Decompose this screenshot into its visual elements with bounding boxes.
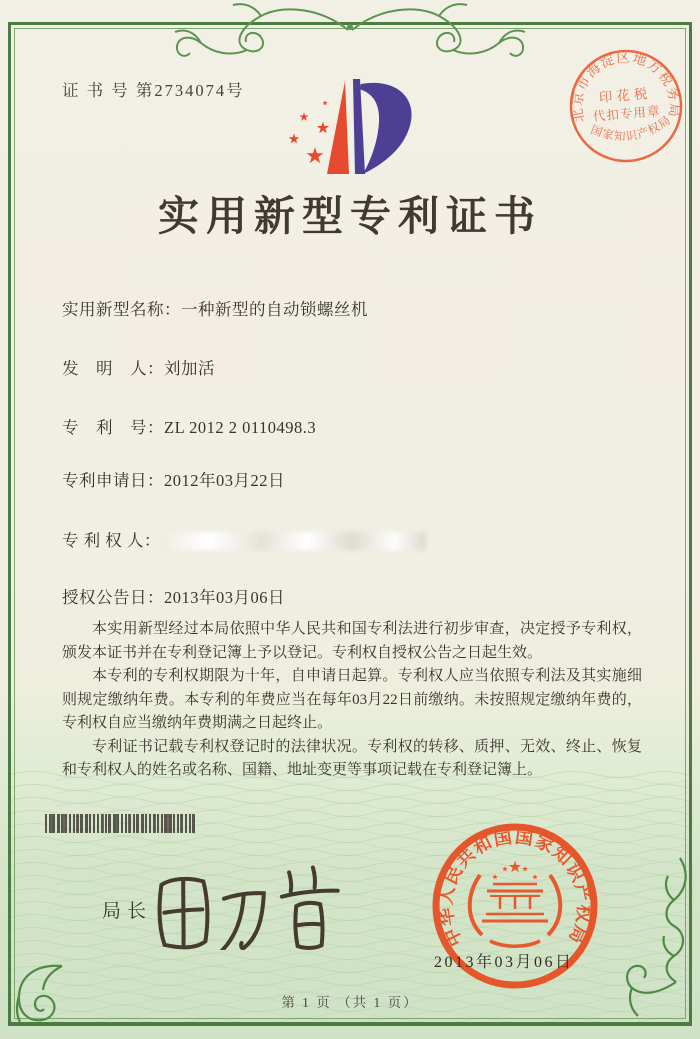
logo-wedge <box>327 81 349 174</box>
field-patentee <box>62 527 426 551</box>
field-label: 授权公告日： <box>62 588 164 607</box>
tax-stamp-center-line1: 印花税 <box>598 85 652 106</box>
field-inventor <box>62 355 215 379</box>
bottom-right-corner-ornament <box>618 856 692 1024</box>
logo-stars <box>289 100 329 163</box>
legal-paragraph: 本实用新型经过本局依照中华人民共和国专利法进行初步审查，决定授予专利权，颁发本证书并在专利登记簿上予以登记。专利权自授权公告之日起生效。 <box>62 621 642 661</box>
field-value: 2013年03月06日 <box>164 588 285 607</box>
field-label: 专 利 权 人： <box>62 531 161 550</box>
tax-stamp-ring-bottom-text: 国家知识产权局 <box>588 114 674 144</box>
seal-ring-text: 中华人民共和国国家知识产权局 <box>435 826 595 950</box>
logo-p-stem <box>353 79 365 174</box>
bottom-left-corner-ornament <box>10 958 68 1024</box>
page-footer: 第 1 页 （共 1 页） <box>281 995 419 1010</box>
field-label: 专利申请日： <box>62 471 164 490</box>
field-value: 2012年03月22日 <box>164 471 285 490</box>
field-value: 一种新型的自动锁螺丝机 <box>181 300 368 319</box>
patent-office-logo <box>275 76 417 184</box>
legal-paragraph: 专利证书记载专利权登记时的法律状况。专利权的转移、质押、无效、终止、恢复和专利权人的姓名或名称、国籍、地址变更等事项记载在专利登记簿上。 <box>62 738 642 778</box>
tax-stamp-center-line2: 代扣专用章 <box>592 104 661 124</box>
legal-paragraph: 本专利的专利权期限为十年，自申请日起算。专利权人应当依照专利法及其实施细则规定缴纳年费。本专利的年费应当在每年03月22日前缴纳。未按照规定缴纳年费的，专利权自应当缴纳年费期满之日起终止。 <box>62 668 642 731</box>
field-patent-number <box>62 414 316 438</box>
field-filing-date <box>62 467 285 491</box>
field-label: 实用新型名称： <box>62 300 181 319</box>
legal-text-block <box>62 618 642 783</box>
field-label: 发 明 人： <box>62 359 164 378</box>
certificate-number: 证 书 号 第2734074号 <box>62 81 245 100</box>
national-emblem <box>470 861 561 947</box>
grant-date-stamp: 2013年03月06日 <box>434 954 574 971</box>
tax-stamp-ring-top-text: 北京市海淀区地方税务局 <box>569 49 683 124</box>
tax-stamp-seal <box>550 30 700 182</box>
barcode <box>45 814 195 833</box>
field-value: 刘加活 <box>164 359 215 378</box>
field-grant-date <box>62 584 285 608</box>
logo-p-bowl <box>359 83 412 174</box>
field-label: 专 利 号： <box>62 418 164 437</box>
field-utility-model-name <box>62 296 368 320</box>
director-title-label: 局长 <box>102 901 153 922</box>
certificate-title: 实用新型专利证书 <box>158 193 542 239</box>
top-flourish-ornament <box>165 0 535 58</box>
director-signature <box>138 850 348 950</box>
patentee-redacted <box>161 532 426 550</box>
field-value: ZL 2012 2 0110498.3 <box>164 418 317 437</box>
svg-text:中华人民共和国国家知识产权局 <box>434 826 595 950</box>
